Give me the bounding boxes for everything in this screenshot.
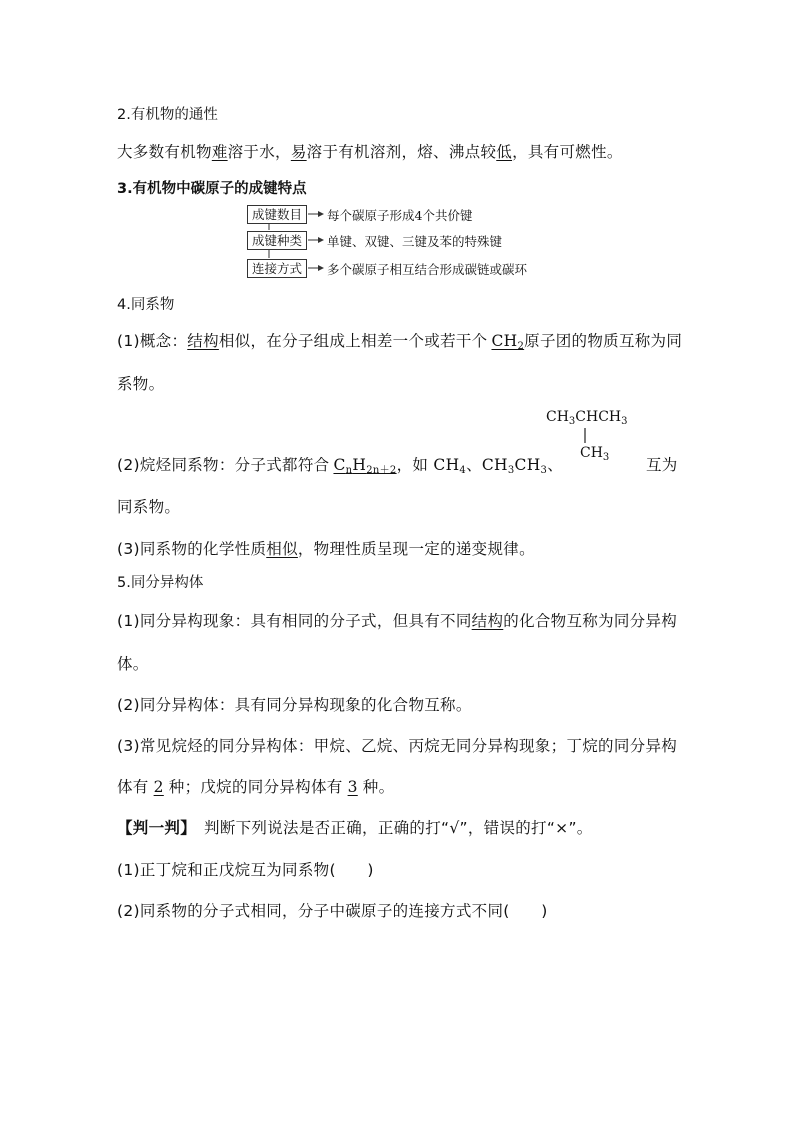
diagram-desc-bond-count: 每个碳原子形成4个共价键 <box>327 208 473 223</box>
alkane-homolog-tail: 互为 <box>646 456 678 474</box>
answer-di: 低 <box>496 143 513 161</box>
diagram-box-bond-type: 成键种类 <box>247 231 307 250</box>
answer-butane-count: 2 <box>153 778 164 796</box>
judge-tag: 【判一判】 <box>117 819 197 837</box>
judge-question-1: (1)正丁烷和正戊烷互为同系物( ) <box>117 861 374 879</box>
section-2-text: 大多数有机物难溶于水，易溶于有机溶剂，熔、沸点较低，具有可燃性。 <box>117 143 623 161</box>
judge-instruction: 【判一判】 判断下列说法是否正确，正确的打“√”，错误的打“×”。 <box>117 819 593 837</box>
homolog-property-line: (3)同系物的化学性质相似，物理性质呈现一定的递变规律。 <box>117 540 535 558</box>
diagram-box-bond-count: 成键数目 <box>247 205 307 224</box>
answer-general-formula: $C_nH_{2n+2}$ <box>333 456 397 476</box>
isobutane-structure-top: $CH_3CHCH_3$ <box>546 409 628 427</box>
section-4-title: 4.同系物 <box>117 297 175 313</box>
homolog-concept-line1: (1)概念：结构相似，在分子组成上相差一个或若干个 $CH_2$原子团的物质互称为同 <box>117 332 683 352</box>
answer-ch2: $CH_2$ <box>491 332 525 352</box>
answer-similar: 相似 <box>266 540 298 558</box>
section-3-title: 3.有机物中碳原子的成键特点 <box>117 181 307 197</box>
diagram-box-connection: 连接方式 <box>247 259 307 278</box>
section-2-title: 2.有机物的通性 <box>117 107 218 123</box>
section-5-title: 5.同分异构体 <box>117 575 204 591</box>
common-isomers-line1: (3)常见烷烃的同分异构体：甲烷、乙烷、丙烷无同分异构现象；丁烷的同分异构 <box>117 737 678 755</box>
answer-nan: 难 <box>211 143 228 161</box>
alkane-homolog-line1: (2)烷烃同系物：分子式都符合 $C_nH_{2n+2}$，如 $CH_4$、$CH_3CH_3$、 <box>117 456 563 476</box>
diagram-desc-bond-type: 单键、双键、三键及苯的特殊键 <box>327 234 503 249</box>
answer-structure: 结构 <box>187 332 219 350</box>
diagram-desc-connection: 多个碳原子相互结合形成碳链或碳环 <box>327 262 528 277</box>
answer-structure-2: 结构 <box>471 612 504 630</box>
isomerism-line1: (1)同分异构现象：具有相同的分子式，但具有不同结构的化合物互称为同分异构 <box>117 612 678 630</box>
homolog-concept-line2: 系物。 <box>117 375 165 393</box>
isomer-definition: (2)同分异构体：具有同分异构现象的化合物互称。 <box>117 696 472 714</box>
alkane-homolog-line2: 同系物。 <box>117 498 181 516</box>
isomerism-line2: 体。 <box>117 655 149 673</box>
common-isomers-line2: 体有 2 种；戊烷的同分异构体有 3 种。 <box>117 778 395 796</box>
isobutane-structure-bottom: $CH_3$ <box>580 445 610 463</box>
isobutane-bond-line <box>580 427 590 445</box>
judge-question-2: (2)同系物的分子式相同，分子中碳原子的连接方式不同( ) <box>117 902 548 920</box>
answer-yi: 易 <box>290 143 307 161</box>
answer-pentane-count: 3 <box>347 778 358 796</box>
